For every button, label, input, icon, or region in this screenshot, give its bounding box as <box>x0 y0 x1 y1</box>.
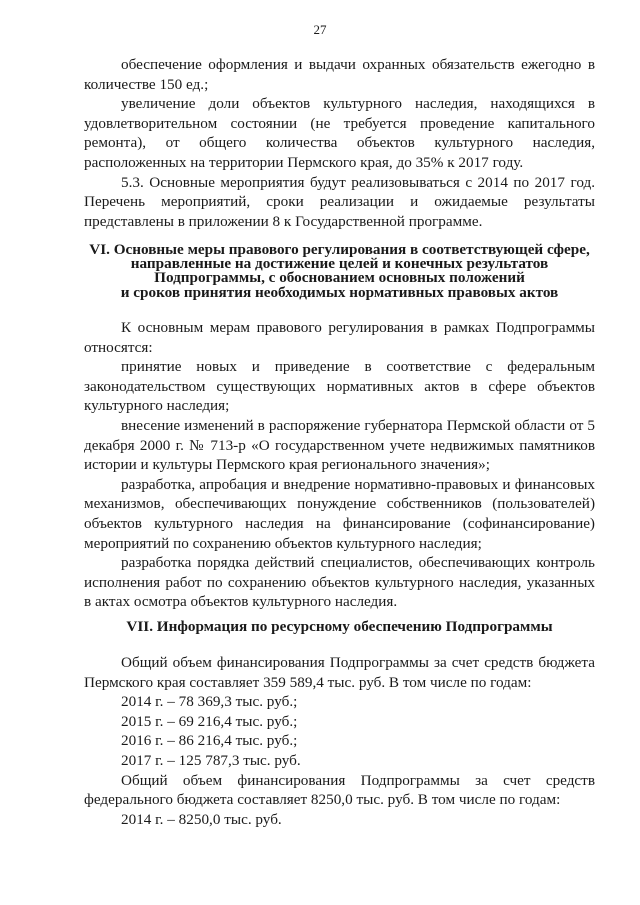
paragraph: внесение изменений в распоряжение губернатора Пермской области от 5 декабря 2000 г. № 713-р «О государственном учете недвижимых памятников истории и культуры Пермского края регионального значения»; <box>84 416 595 474</box>
paragraph: Общий объем финансирования Подпрограммы за счет средств федерального бюджета составляет 8250,0 тыс. руб. В том числе по годам: <box>84 771 595 809</box>
section-7-heading <box>84 617 595 637</box>
heading-line: и сроков принятия необходимых нормативных правовых актов <box>120 283 559 301</box>
section-6-heading <box>84 243 595 300</box>
funding-block <box>84 653 595 829</box>
paragraph: увеличение доли объектов культурного наследия, находящихся в удовлетворительном состоянии (не требуется проведение капитального ремонта), от общего количества объектов культурного наследия, расположенных на территории Пермского края, до 35% к 2017 году. <box>84 95 595 171</box>
paragraph: К основным мерам правового регулирования в рамках Подпрограммы относятся: <box>84 319 595 356</box>
subprogram-results-block <box>84 55 595 231</box>
paragraph: принятие новых и приведение в соответствие с федеральным законодательством существующих нормативных актов в сфере объектов культурного наследия; <box>84 358 595 415</box>
paragraph: разработка, апробация и внедрение нормативно-правовых и финансовых механизмов, обеспечивающих понуждение собственников (пользователей) объектов культурного наследия на финансирование (софинансирование) мероприятий по сохранению объектов культурного наследия; <box>84 475 595 552</box>
funding-year-2016: 2016 г. – 86 216,4 тыс. руб.; <box>121 732 298 750</box>
heading-line: VII. Информация по ресурсному обеспечению Подпрограммы <box>126 618 553 635</box>
heading-line: VI. Основные меры правового регулирования в соответствующей сфере, <box>89 241 590 258</box>
paragraph: Общий объем финансирования Подпрограммы за счет средств бюджета Пермского края составляет 359 589,4 тыс. руб. В том числе по годам: <box>84 654 595 691</box>
paragraph: разработка порядка действий специалистов, обеспечивающих контроль исполнения работ по сохранению объектов культурного наследия, указанных в актах осмотра объектов культурного наследия. <box>84 554 595 611</box>
heading-line: Подпрограммы, с обоснованием основных положений <box>154 269 525 287</box>
paragraph: 5.3. Основные мероприятия будут реализовываться с 2014 по 2017 год. Перечень мероприятий, сроки реализации и ожидаемые результаты представлены в приложении 8 к Государственной программе. <box>84 173 595 230</box>
page-number: 27 <box>313 22 327 37</box>
heading-line: направленные на достижение целей и конечных результатов <box>130 255 549 273</box>
funding-year-2017: 2017 г. – 125 787,3 тыс. руб. <box>121 751 301 769</box>
paragraph: обеспечение оформления и выдачи охранных обязательств ежегодно в количестве 150 ед.; <box>84 56 595 93</box>
legal-measures-block <box>84 318 595 612</box>
funding-year-2015: 2015 г. – 69 216,4 тыс. руб.; <box>121 712 298 730</box>
funding-year-2014: 2014 г. – 78 369,3 тыс. руб.; <box>121 693 298 711</box>
federal-funding-year-2014: 2014 г. – 8250,0 тыс. руб. <box>121 810 282 828</box>
